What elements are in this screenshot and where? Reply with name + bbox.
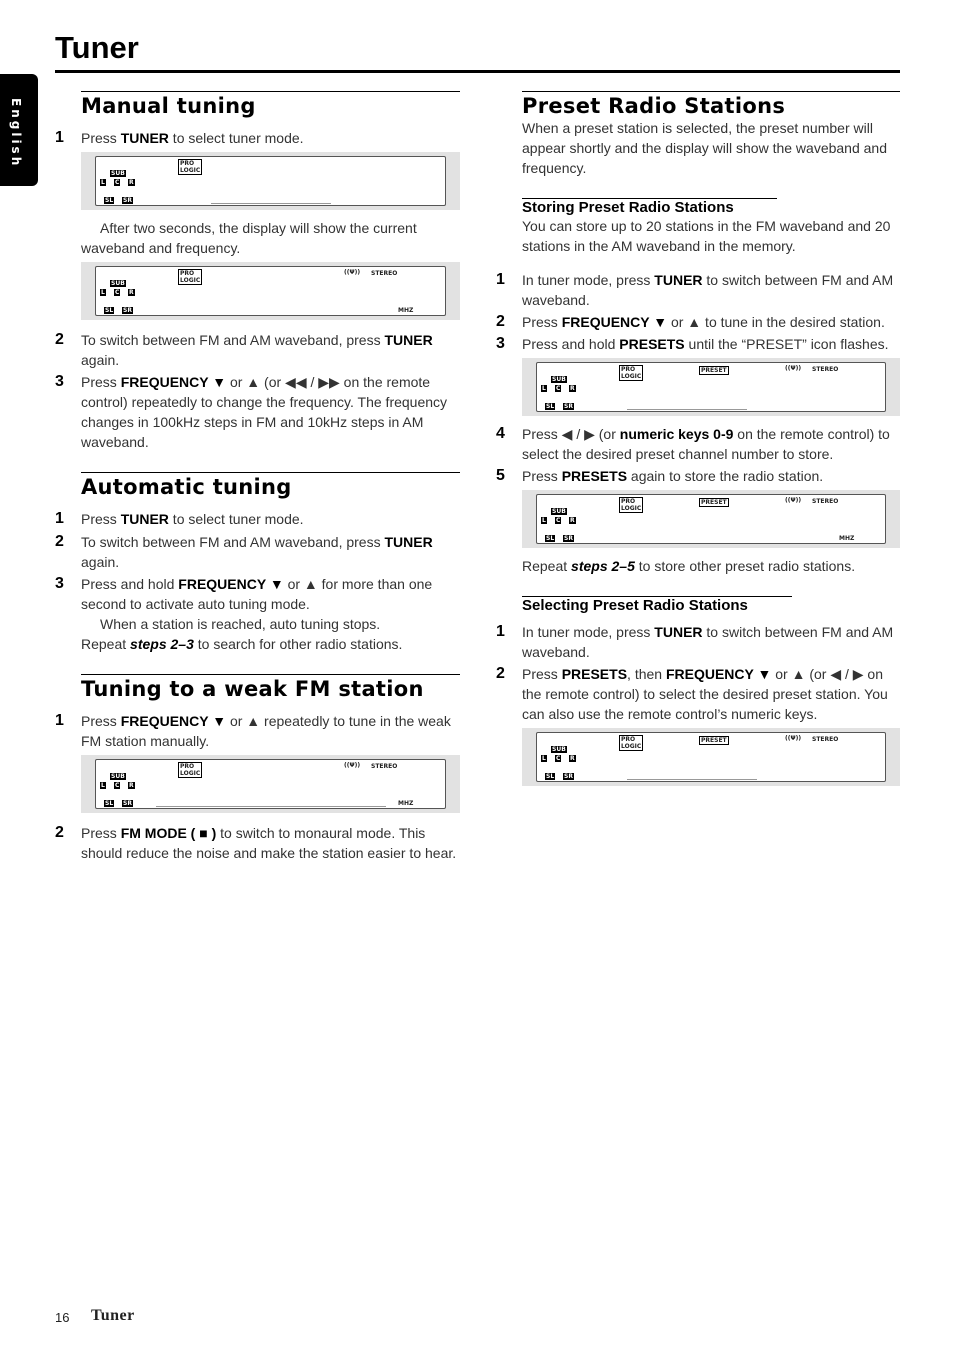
- speaker-c-icon: C: [115, 782, 120, 789]
- speaker-r-icon: R: [570, 755, 575, 762]
- footer-title: Tuner: [91, 1307, 135, 1324]
- pro-logic-icon: PRO LOGIC: [621, 498, 642, 512]
- speaker-c-icon: C: [115, 179, 120, 186]
- preset-indicator: PRESET: [701, 737, 727, 744]
- display-panel: [522, 490, 900, 548]
- pro-logic-icon: PRO LOGIC: [621, 736, 642, 750]
- speaker-r-icon: R: [570, 385, 575, 392]
- sub-icon: SUB: [552, 376, 566, 383]
- sub-icon: SUB: [111, 773, 125, 780]
- speaker-sr-icon: SR: [123, 800, 132, 807]
- auto-repeat: Repeat steps 2–3 to search for other radio stations.: [81, 636, 403, 652]
- mhz-indicator: MHZ: [398, 307, 414, 314]
- pro-logic-icon: PRO LOGIC: [180, 763, 201, 777]
- sub-icon: SUB: [111, 280, 125, 287]
- weak-fm-heading: Tuning to a weak FM station: [81, 677, 424, 701]
- section-rule: [81, 674, 460, 675]
- pro-logic-icon: PRO LOGIC: [180, 270, 201, 284]
- auto-note: When a station is reached, auto tuning stops.: [100, 616, 381, 632]
- selecting-heading: Selecting Preset Radio Stations: [522, 597, 748, 614]
- footer-page-number: 16: [55, 1310, 70, 1325]
- speaker-c-icon: C: [556, 385, 561, 392]
- weak-step-1: 1 Press FREQUENCY ▼ or ▲ repeatedly to tune in the weak FM station manually.: [55, 712, 451, 749]
- stereo-indicator: STEREO: [371, 270, 398, 277]
- store-step-5: 5 Press PRESETS again to store the radio station.: [496, 467, 824, 484]
- speaker-l-icon: L: [542, 755, 546, 762]
- speaker-sl-icon: SL: [105, 197, 114, 204]
- speaker-c-icon: C: [556, 755, 561, 762]
- store-step-4: 4 Press ◀ / ▶ (or numeric keys 0-9 on the remote control) to select the desired preset channel number to store.: [496, 425, 890, 462]
- speaker-sr-icon: SR: [564, 773, 573, 780]
- speaker-r-icon: R: [129, 179, 134, 186]
- manual-step-3: 3 Press FREQUENCY ▼ or ▲ (or ◀◀ / ▶▶ on the remote control) repeatedly to change the frequency. The frequency changes in 100kHz steps in FM and 10kHz steps in AM waveband.: [55, 373, 448, 450]
- antenna-icon: ((Ψ)): [785, 365, 802, 372]
- speaker-l-icon: L: [542, 385, 546, 392]
- speaker-sl-icon: SL: [546, 773, 555, 780]
- sub-icon: SUB: [552, 508, 566, 515]
- sub-icon: SUB: [111, 170, 125, 177]
- antenna-icon: ((Ψ)): [785, 735, 802, 742]
- store-step-2: 2 Press FREQUENCY ▼ or ▲ to tune in the desired station.: [496, 313, 885, 330]
- speaker-l-icon: L: [542, 517, 546, 524]
- store-repeat: Repeat steps 2–5 to store other preset radio stations.: [522, 558, 856, 574]
- speaker-sl-icon: SL: [105, 800, 114, 807]
- display-panel: [81, 262, 460, 320]
- left-column: [55, 91, 460, 863]
- antenna-icon: ((Ψ)): [344, 269, 361, 276]
- pro-logic-icon: PRO LOGIC: [180, 160, 201, 174]
- speaker-r-icon: R: [129, 289, 134, 296]
- display-panel: [522, 728, 900, 786]
- pro-logic-icon: PRO LOGIC: [621, 366, 642, 380]
- section-rule: [81, 91, 460, 92]
- preset-indicator: PRESET: [701, 499, 727, 506]
- speaker-l-icon: L: [101, 782, 105, 789]
- antenna-icon: ((Ψ)): [785, 497, 802, 504]
- section-rule: [81, 472, 460, 473]
- stereo-indicator: STEREO: [812, 366, 839, 373]
- manual-tuning-heading: Manual tuning: [81, 94, 256, 118]
- speaker-sr-icon: SR: [123, 307, 132, 314]
- sub-icon: SUB: [552, 746, 566, 753]
- title-rule: [55, 70, 900, 73]
- stereo-indicator: STEREO: [812, 736, 839, 743]
- display-panel: [522, 358, 900, 416]
- speaker-sr-icon: SR: [564, 403, 573, 410]
- mhz-indicator: MHZ: [398, 800, 414, 807]
- language-tab-label: English: [9, 98, 23, 169]
- automatic-tuning-heading: Automatic tuning: [81, 475, 292, 499]
- speaker-sl-icon: SL: [546, 535, 555, 542]
- language-tab: [0, 74, 38, 186]
- speaker-r-icon: R: [129, 782, 134, 789]
- select-step-2: 2 Press PRESETS, then FREQUENCY ▼ or ▲ (or ◀ / ▶ on the remote control) to select the desired preset station. You can also use the remote control’s numeric keys.: [496, 665, 888, 722]
- page-title: Tuner: [55, 30, 139, 65]
- display-panel: [81, 152, 460, 210]
- speaker-c-icon: C: [556, 517, 561, 524]
- section-rule: [522, 91, 900, 92]
- select-step-1: 1 In tuner mode, press TUNER to switch between FM and AM waveband.: [496, 623, 894, 660]
- antenna-icon: ((Ψ)): [344, 762, 361, 769]
- speaker-sr-icon: SR: [123, 197, 132, 204]
- preset-indicator-flashing: PRESET: [701, 367, 727, 374]
- storing-intro: You can store up to 20 stations in the FM waveband and 20 stations in the AM waveband in the memory.: [522, 218, 891, 254]
- stereo-indicator: STEREO: [812, 498, 839, 505]
- display-panel: [81, 755, 460, 813]
- auto-step-3: 3 Press and hold FREQUENCY ▼ or ▲ for more than one second to activate auto tuning mode.: [55, 575, 433, 612]
- manual-step-2: 2 To switch between FM and AM waveband, press TUNER again.: [55, 331, 433, 368]
- speaker-sl-icon: SL: [546, 403, 555, 410]
- store-step-1: 1 In tuner mode, press TUNER to switch between FM and AM waveband.: [496, 271, 894, 308]
- step-number: 1: [55, 129, 64, 146]
- auto-step-1: 1 Press TUNER to select tuner mode.: [55, 510, 304, 527]
- mhz-indicator: MHZ: [839, 535, 855, 542]
- auto-step-2: 2 To switch between FM and AM waveband, press TUNER again.: [55, 533, 433, 570]
- manual-step-1: 1 Press TUNER to select tuner mode.: [55, 129, 304, 146]
- speaker-l-icon: L: [101, 179, 105, 186]
- preset-heading: Preset Radio Stations: [522, 94, 786, 118]
- right-column: [496, 91, 900, 786]
- manual-after-text: After two seconds, the display will show the current waveband and frequency.: [81, 220, 417, 256]
- stereo-indicator-flashing: STEREO: [371, 763, 398, 770]
- speaker-sr-icon: SR: [564, 535, 573, 542]
- preset-intro: When a preset station is selected, the preset number will appear shortly and the display will show the waveband and frequency.: [522, 120, 888, 176]
- speaker-l-icon: L: [101, 289, 105, 296]
- speaker-r-icon: R: [570, 517, 575, 524]
- speaker-c-icon: C: [115, 289, 120, 296]
- store-step-3: 3 Press and hold PRESETS until the “PRESET” icon flashes.: [496, 335, 889, 352]
- weak-step-2: 2 Press FM MODE ( ■ ) to switch to monaural mode. This should reduce the noise and make the station easier to hear.: [55, 824, 457, 861]
- speaker-sl-icon: SL: [105, 307, 114, 314]
- storing-heading: Storing Preset Radio Stations: [522, 199, 734, 216]
